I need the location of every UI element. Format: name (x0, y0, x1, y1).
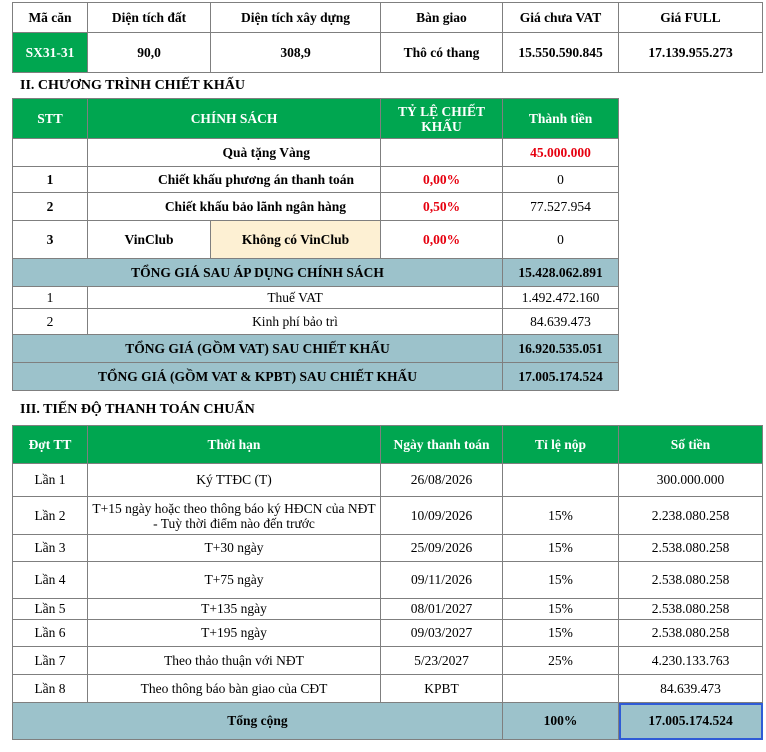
table-row-phase: Lần 4 (13, 562, 88, 599)
table-row-phase: Lần 8 (13, 675, 88, 703)
table-row-ratio[interactable]: 15% (503, 497, 619, 535)
total-after-policy-label: TỔNG GIÁ SAU ÁP DỤNG CHÍNH SÁCH (13, 259, 503, 287)
table-row-ratio[interactable]: 15% (503, 620, 619, 647)
table-row-amount[interactable]: 2.538.080.258 (619, 599, 763, 620)
price-full[interactable]: 17.139.955.273 (619, 33, 763, 73)
header-discount-rate: TỶ LỆ CHIẾT KHẤU (381, 99, 503, 139)
table-row-date[interactable]: KPBT (381, 675, 503, 703)
gift-amount[interactable]: 45.000.000 (503, 139, 619, 167)
vinclub-rate[interactable]: 0,00% (381, 221, 503, 259)
extra-stt: 1 (13, 287, 88, 309)
header-land-area: Diện tích đất (88, 3, 211, 33)
table-row-phase: Lần 1 (13, 464, 88, 497)
header-payment-date: Ngày thanh toán (381, 426, 503, 464)
price-ex-vat[interactable]: 15.550.590.845 (503, 33, 619, 73)
schedule-section-title: III. TIẾN ĐỘ THANH TOÁN CHUẨN (20, 402, 255, 417)
vinclub-amount[interactable]: 0 (503, 221, 619, 259)
table-row-phase: Lần 6 (13, 620, 88, 647)
header-unit-code: Mã căn (13, 3, 88, 33)
table-row-date[interactable]: 5/23/2027 (381, 647, 503, 675)
table-row-amount[interactable]: 2.238.080.258 (619, 497, 763, 535)
header-amount: Số tiền (619, 426, 763, 464)
table-row-term: T+30 ngày (88, 535, 381, 562)
table-row-ratio[interactable]: 15% (503, 535, 619, 562)
table-row-phase: Lần 7 (13, 647, 88, 675)
schedule-total-amount[interactable]: 17.005.174.524 (619, 703, 763, 740)
vinclub-option-select[interactable]: Không có VinClub (211, 221, 381, 259)
policy-label: Chiết khấu phương án thanh toán (88, 167, 381, 193)
table-row-amount[interactable]: 2.538.080.258 (619, 620, 763, 647)
payment-schedule-table (12, 425, 763, 740)
policy-stt: 2 (13, 193, 88, 221)
total-vat-kpbt-label: TỔNG GIÁ (GỒM VAT & KPBT) SAU CHIẾT KHẤU (13, 363, 503, 391)
unit-code[interactable]: SX31-31 (13, 33, 88, 73)
table-row-ratio[interactable]: 15% (503, 599, 619, 620)
table-row-date[interactable]: 10/09/2026 (381, 497, 503, 535)
extra-amount[interactable]: 1.492.472.160 (503, 287, 619, 309)
header-build-area: Diện tích xây dựng (211, 3, 381, 33)
policy-stt: 1 (13, 167, 88, 193)
extra-label: Thuế VAT (88, 287, 503, 309)
gift-rate (381, 139, 503, 167)
total-after-policy-amount[interactable]: 15.428.062.891 (503, 259, 619, 287)
table-row-amount[interactable]: 2.538.080.258 (619, 562, 763, 599)
unit-summary-table (12, 2, 763, 73)
header-handover: Bàn giao (381, 3, 503, 33)
header-policy: CHÍNH SÁCH (88, 99, 381, 139)
table-row-phase: Lần 5 (13, 599, 88, 620)
header-price-ex-vat: Giá chưa VAT (503, 3, 619, 33)
vinclub-label: VinClub (88, 221, 211, 259)
schedule-total-label: Tổng cộng (13, 703, 503, 740)
table-row-date[interactable]: 25/09/2026 (381, 535, 503, 562)
build-area[interactable]: 308,9 (211, 33, 381, 73)
handover[interactable]: Thô có thang (381, 33, 503, 73)
total-vat-kpbt-amount[interactable]: 17.005.174.524 (503, 363, 619, 391)
table-row-date[interactable]: 08/01/2027 (381, 599, 503, 620)
table-row-term: Theo thông báo bàn giao của CĐT (88, 675, 381, 703)
table-row-phase: Lần 3 (13, 535, 88, 562)
table-row-date[interactable]: 09/03/2027 (381, 620, 503, 647)
table-row-term: T+75 ngày (88, 562, 381, 599)
total-vat-label: TỔNG GIÁ (GỒM VAT) SAU CHIẾT KHẤU (13, 335, 503, 363)
table-row-ratio[interactable]: 15% (503, 562, 619, 599)
header-stt: STT (13, 99, 88, 139)
table-row-phase: Lần 2 (13, 497, 88, 535)
policy-amount[interactable]: 0 (503, 167, 619, 193)
policy-amount[interactable]: 77.527.954 (503, 193, 619, 221)
vinclub-stt: 3 (13, 221, 88, 259)
discount-section-title: II. CHƯƠNG TRÌNH CHIẾT KHẤU (20, 78, 245, 93)
total-vat-amount[interactable]: 16.920.535.051 (503, 335, 619, 363)
policy-label: Chiết khấu bảo lãnh ngân hàng (88, 193, 381, 221)
table-row-term: Theo thảo thuận với NĐT (88, 647, 381, 675)
policy-rate[interactable]: 0,50% (381, 193, 503, 221)
header-term: Thời hạn (88, 426, 381, 464)
discount-table (12, 98, 619, 391)
table-row-ratio[interactable] (503, 675, 619, 703)
table-row-amount[interactable]: 4.230.133.763 (619, 647, 763, 675)
table-row-term: T+15 ngày hoặc theo thông báo ký HĐCN của NĐT - Tuỳ thời điểm nào đến trước (88, 497, 381, 535)
header-amount: Thành tiền (503, 99, 619, 139)
table-row-amount[interactable]: 84.639.473 (619, 675, 763, 703)
land-area[interactable]: 90,0 (88, 33, 211, 73)
table-row-amount[interactable]: 300.000.000 (619, 464, 763, 497)
extra-stt: 2 (13, 309, 88, 335)
table-row-date[interactable]: 26/08/2026 (381, 464, 503, 497)
header-phase: Đợt TT (13, 426, 88, 464)
table-row-term: Ký TTĐC (T) (88, 464, 381, 497)
table-row-term: T+135 ngày (88, 599, 381, 620)
table-row-date[interactable]: 09/11/2026 (381, 562, 503, 599)
extra-amount[interactable]: 84.639.473 (503, 309, 619, 335)
header-ratio: Tỉ lệ nộp (503, 426, 619, 464)
table-row-ratio[interactable] (503, 464, 619, 497)
policy-rate[interactable]: 0,00% (381, 167, 503, 193)
gift-stt (13, 139, 88, 167)
table-row-amount[interactable]: 2.538.080.258 (619, 535, 763, 562)
header-price-full: Giá FULL (619, 3, 763, 33)
gift-label: Quà tặng Vàng (88, 139, 381, 167)
table-row-ratio[interactable]: 25% (503, 647, 619, 675)
table-row-term: T+195 ngày (88, 620, 381, 647)
extra-label: Kinh phí bảo trì (88, 309, 503, 335)
schedule-total-ratio[interactable]: 100% (503, 703, 619, 740)
